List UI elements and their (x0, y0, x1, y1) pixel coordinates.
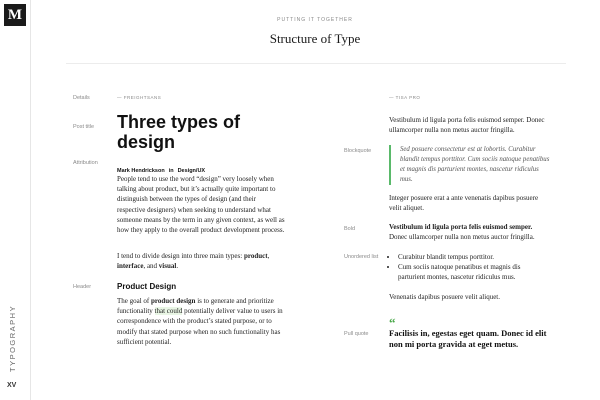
text: The goal of (117, 297, 152, 305)
paragraph-intro: People tend to use the word “design” very loosely when talking about product, but it’s actually quite important to distinguish between the types of design (and their respective designers) when seeking to understand what someone means by the term in any given context, as well as how they apply to the overall product development process. (117, 175, 285, 235)
bold-text: interface (117, 262, 144, 271)
bold-text: visual (158, 262, 177, 271)
section-label: TYPOGRAPHY (8, 304, 17, 372)
text: I tend to divide design into three main types: (117, 252, 244, 260)
font-tag-serif: — TISA PRO (389, 95, 421, 100)
label-attribution: Attribution (73, 160, 98, 166)
text: . (176, 262, 179, 271)
blockquote: Sed posuere consectetur est at lobortis. Curabitur blandit tempus porttitor. Cum sociis natoque penatibus et magnis dis parturient montes, nascetur ridiculus mus. (389, 145, 550, 185)
bold-text: product design (151, 297, 196, 305)
text: , and (143, 262, 159, 271)
label-unordered-list: Unordered list (344, 254, 379, 260)
paragraph-2: Integer posuere erat a ante venenatis dapibus posuere velit aliquet. (389, 194, 539, 213)
highlighted-text[interactable]: that could (154, 307, 183, 316)
medium-logo[interactable]: M (4, 4, 26, 26)
byline-separator: in (168, 168, 174, 174)
bold-text: Vestibulum id ligula porta felis euismod semper. (389, 223, 533, 231)
paragraph-3: Venenatis dapibus posuere velit aliquet. (389, 293, 500, 301)
byline-publication[interactable]: Design/UX (177, 168, 206, 174)
bold-text: product (243, 252, 268, 260)
post-title-block (117, 112, 285, 152)
paragraph-product-design (117, 296, 285, 347)
paragraph-1: Vestibulum id ligula porta felis euismod semper. Donec ullamcorper nulla non metus auctor fringilla. (389, 116, 545, 135)
pull-quote: Facilisis in, egestas eget quam. Donec id elit non mi porta gravida at eget metus. (389, 328, 547, 349)
subheading: Product Design (117, 282, 177, 291)
byline-author[interactable]: Mark Hendrickson (117, 168, 165, 174)
post-title: Three types of design (117, 112, 241, 152)
header-eyebrow: PUTTING IT TOGETHER (277, 17, 353, 23)
paragraph-bold (389, 222, 549, 242)
list-item: • Curabitur blandit tempus porttitor. (398, 252, 549, 262)
text: Donec ullamcorper nulla non metus auctor fringilla. (389, 233, 535, 242)
divider (66, 63, 566, 64)
list-item: • Cum sociis natoque penatibus et magnis dis parturient montes, nascetur ridiculus mus. (398, 262, 549, 282)
label-header: Header (73, 284, 92, 290)
page-number: XV (7, 382, 17, 389)
text: , (267, 252, 270, 260)
paragraph-types (117, 251, 285, 271)
sidebar (0, 0, 31, 400)
text: potentially deliver value to users in correspondence with the product’s stated purpose, or to modify that stated purpose when no such functionality has sufficient potential. (117, 307, 283, 346)
label-bold: Bold (344, 226, 356, 232)
label-pull-quote: Pull quote (344, 331, 369, 337)
unordered-list (389, 252, 549, 283)
label-post-title: Post title (73, 124, 95, 130)
page-title: Structure of Type (269, 31, 361, 46)
label-blockquote: Blockquote (344, 148, 372, 154)
font-tag-sans: — FREIGHTSANS (117, 95, 162, 100)
label-details: Details (73, 95, 90, 101)
text: is to generate and prioritize functionality (117, 297, 274, 316)
quote-icon: “ (389, 315, 396, 330)
